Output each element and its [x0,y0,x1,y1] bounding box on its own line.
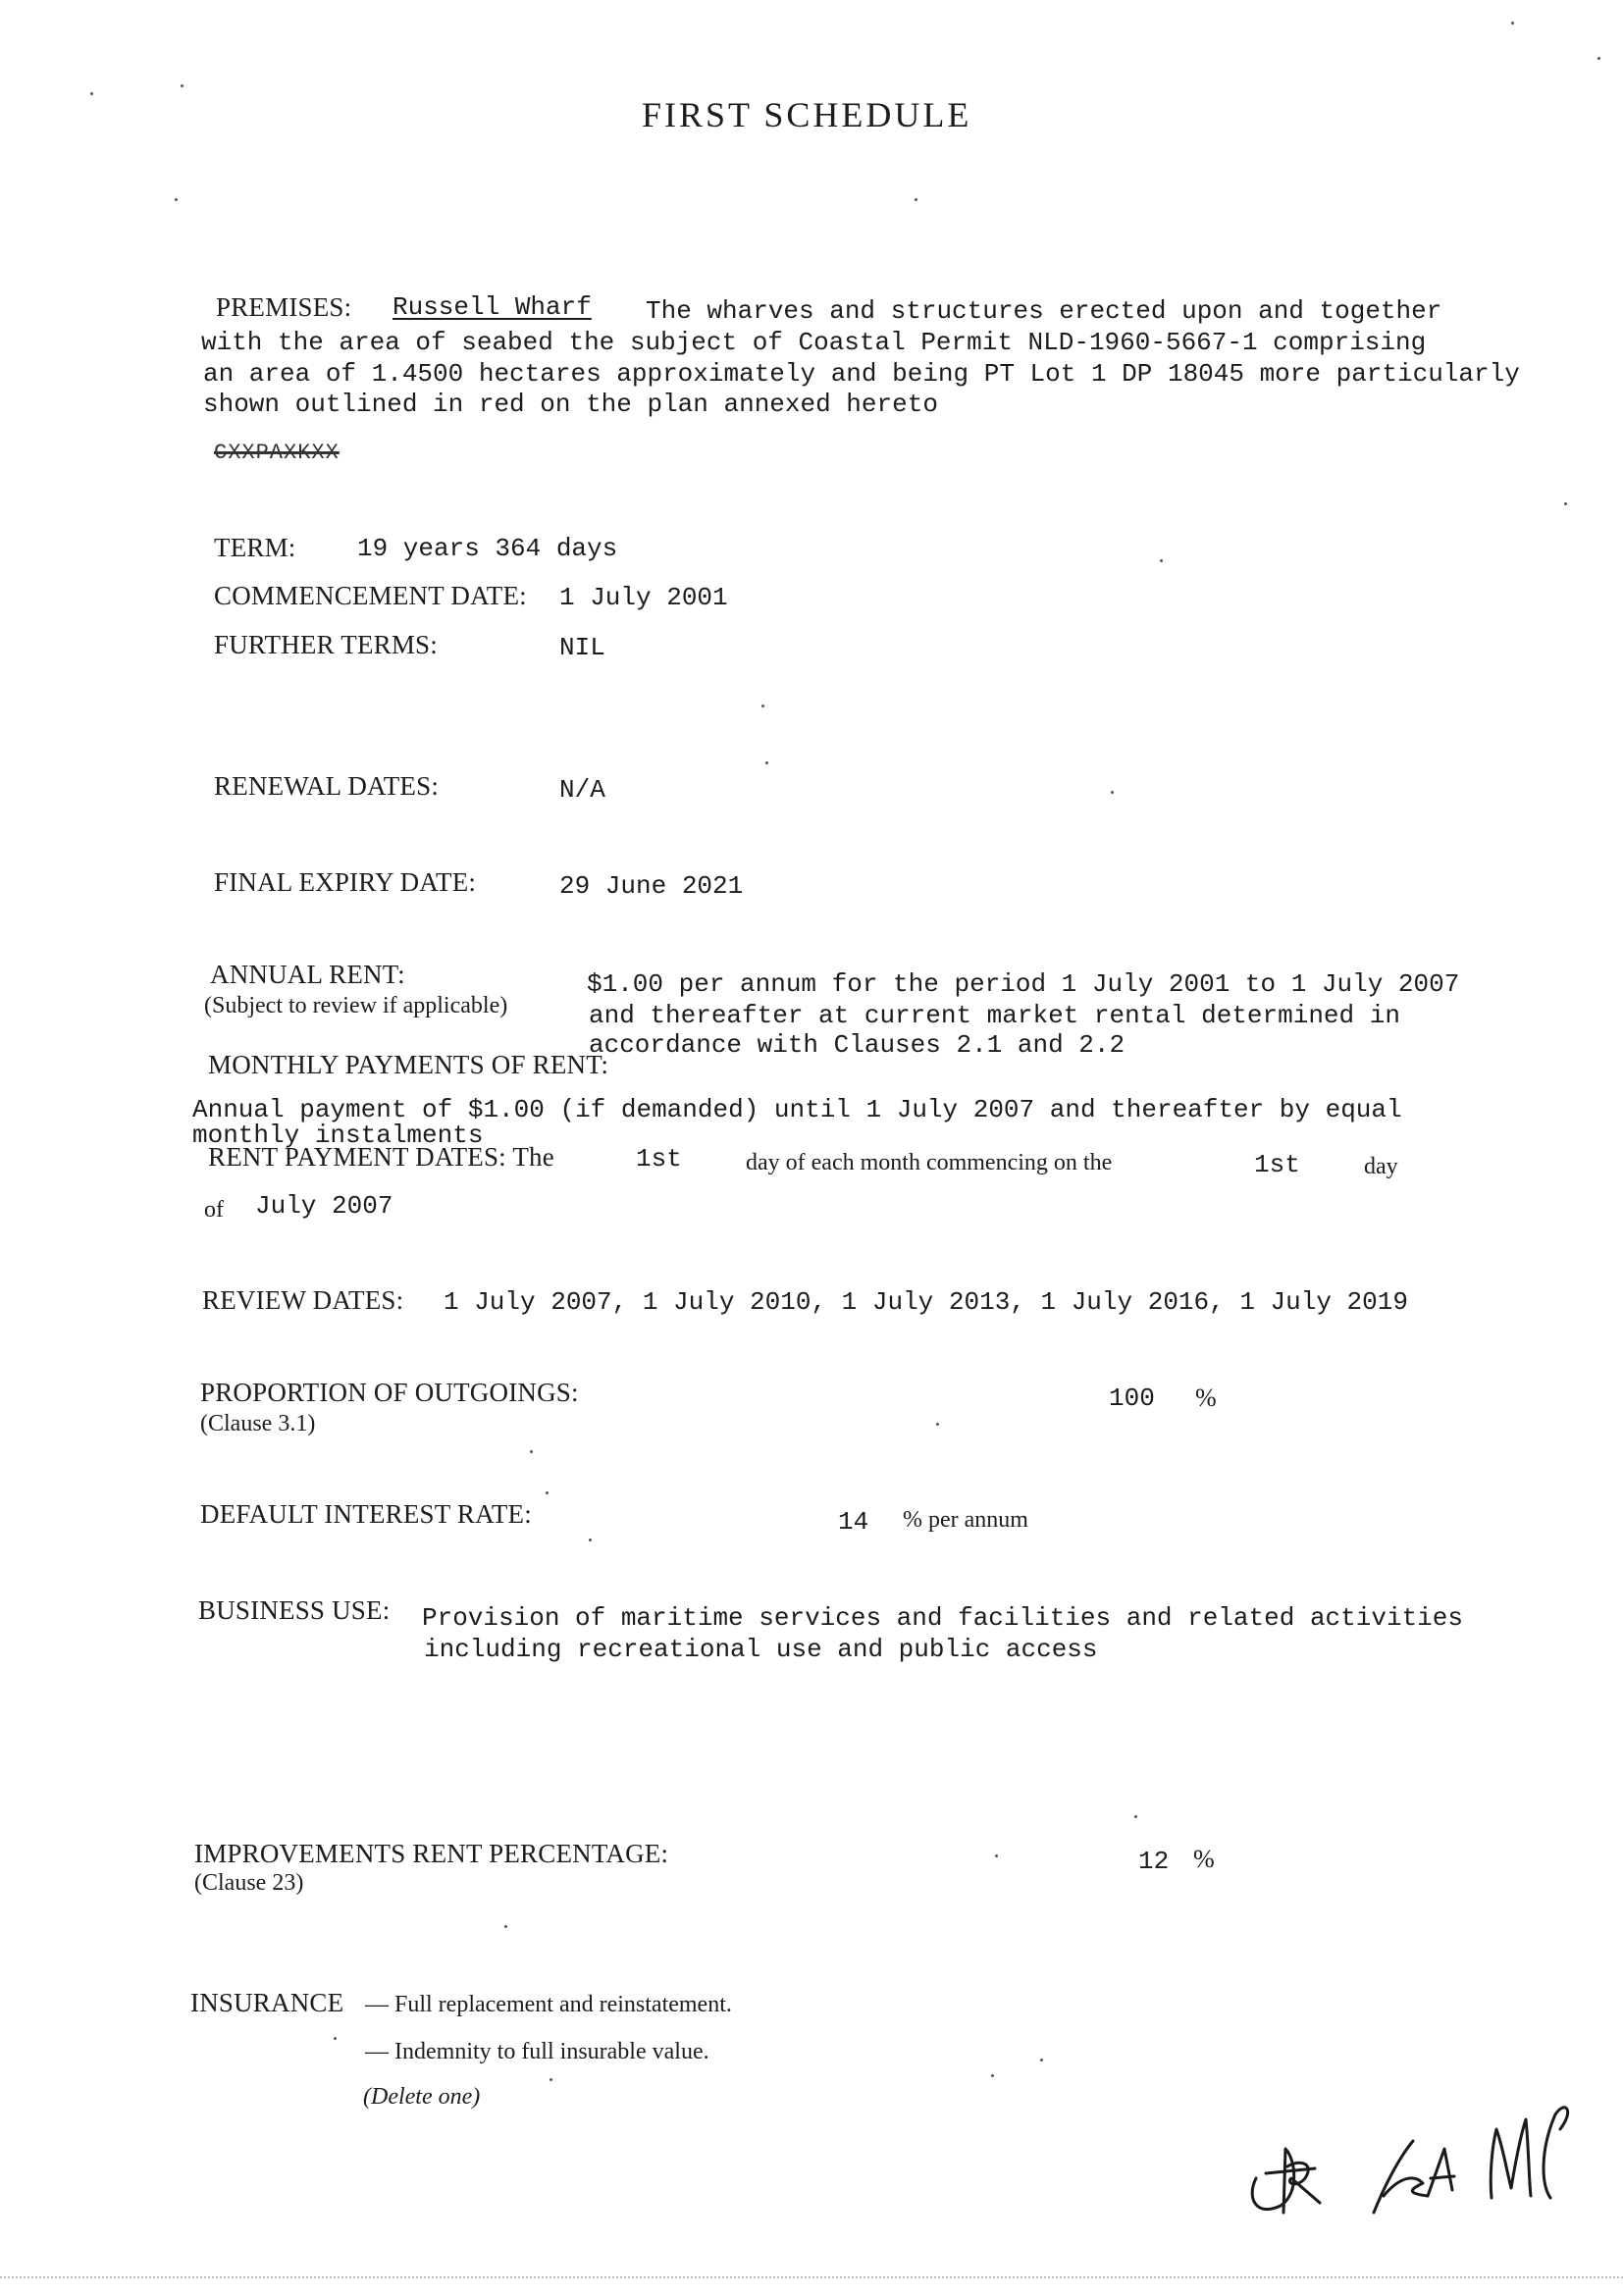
business-use-line-2: including recreational use and public access [424,1635,1098,1664]
annual-rent-line-3: accordance with Clauses 2.1 and 2.2 [589,1030,1126,1060]
premises-line-2: with the area of seabed the subject of Coastal Permit NLD-1960-5667-1 comprising [201,328,1427,357]
term-label: TERM: [214,533,296,562]
scan-speck [1511,22,1514,25]
commencement-value: 1 July 2001 [559,583,728,612]
review-dates-value: 1 July 2007, 1 July 2010, 1 July 2013, 1 July 2016, 1 July 2019 [444,1287,1408,1317]
scan-edge-dots [0,2276,1623,2278]
final-expiry-value: 29 June 2021 [559,871,744,901]
scan-speck [1564,502,1567,505]
insurance-label: INSURANCE [190,1988,344,2017]
final-expiry-label: FINAL EXPIRY DATE: [214,867,477,897]
outgoings-label: PROPORTION OF OUTGOINGS: [200,1378,579,1407]
scan-speck [915,198,917,201]
scan-speck [1160,559,1163,562]
improvements-value: 12 [1138,1847,1170,1876]
scan-speck [765,761,768,764]
outgoings-value: 100 [1109,1383,1155,1413]
monthly-payments-line-2: monthly instalments [192,1121,484,1150]
schedule-title: FIRST SCHEDULE [642,95,972,134]
scan-speck [175,198,178,201]
premises-line-1: The wharves and structures erected upon and together [646,296,1442,326]
annual-rent-line-1: $1.00 per annum for the period 1 July 2001 to 1 July 2007 [587,969,1460,999]
scan-speck [1111,791,1114,794]
outgoings-clause: (Clause 3.1) [200,1411,316,1436]
commencement-label: COMMENCEMENT DATE: [214,581,527,610]
rent-payment-of: of [204,1197,224,1223]
annual-rent-label: ANNUAL RENT: [210,960,405,989]
monthly-payments-label: MONTHLY PAYMENTS OF RENT: [208,1050,609,1079]
default-interest-unit: % per annum [903,1507,1028,1533]
insurance-option-1: — Full replacement and reinstatement. [365,1992,732,2017]
scan-speck [550,2078,552,2081]
scan-speck [181,84,183,87]
scan-speck [991,2074,994,2077]
default-interest-value: 14 [838,1507,869,1537]
rent-payment-mid-text: day of each month commencing on the [746,1150,1113,1175]
scan-speck [530,1450,533,1453]
scan-speck [761,704,764,707]
struck-text: CXXPAXKXX [214,441,340,465]
improvements-label: IMPROVEMENTS RENT PERCENTAGE: [194,1839,669,1868]
scan-speck [334,2037,337,2040]
improvements-clause: (Clause 23) [194,1870,304,1896]
scan-speck [1040,2059,1043,2061]
rent-payment-dates-label: RENT PAYMENT DATES: The [208,1142,554,1172]
scan-speck [546,1491,549,1494]
renewal-label: RENEWAL DATES: [214,771,440,801]
rent-payment-day-2: 1st [1254,1150,1300,1179]
premises-name: Russell Wharf [393,292,592,322]
premises-line-4: shown outlined in red on the plan annexed hereto [203,390,938,419]
term-value: 19 years 364 days [357,534,618,563]
review-dates-label: REVIEW DATES: [202,1285,404,1315]
monthly-payments-line-1: Annual payment of $1.00 (if demanded) until 1 July 2007 and thereafter by equal [192,1095,1402,1124]
scan-speck [1134,1815,1137,1818]
scan-speck [936,1423,939,1426]
insurance-note: (Delete one) [363,2084,481,2110]
further-terms-value: NIL [559,633,605,662]
improvements-unit: % [1193,1845,1215,1873]
default-interest-label: DEFAULT INTEREST RATE: [200,1499,532,1529]
further-terms-label: FURTHER TERMS: [214,630,438,659]
premises-line-3: an area of 1.4500 hectares approximately and being PT Lot 1 DP 18045 more particularly [203,359,1520,389]
rent-payment-day-word: day [1364,1154,1398,1179]
insurance-option-2: — Indemnity to full insurable value. [365,2039,709,2064]
annual-rent-line-2: and thereafter at current market rental determined in [589,1001,1400,1030]
renewal-value: N/A [559,775,605,805]
rent-payment-month: July 2007 [255,1191,393,1221]
scan-speck [1597,57,1600,60]
scan-speck [589,1539,592,1541]
rent-payment-day-1: 1st [636,1144,682,1174]
scan-speck [504,1925,507,1928]
annual-rent-sublabel: (Subject to review if applicable) [204,993,508,1018]
outgoings-unit: % [1195,1383,1217,1412]
business-use-line-1: Provision of maritime services and facilities and related activities [422,1603,1463,1633]
scan-speck [995,1854,998,1857]
premises-label: PREMISES: [216,292,352,322]
handwritten-initials-signature [1227,2080,1599,2227]
scan-speck [90,92,93,95]
business-use-label: BUSINESS USE: [198,1595,391,1625]
